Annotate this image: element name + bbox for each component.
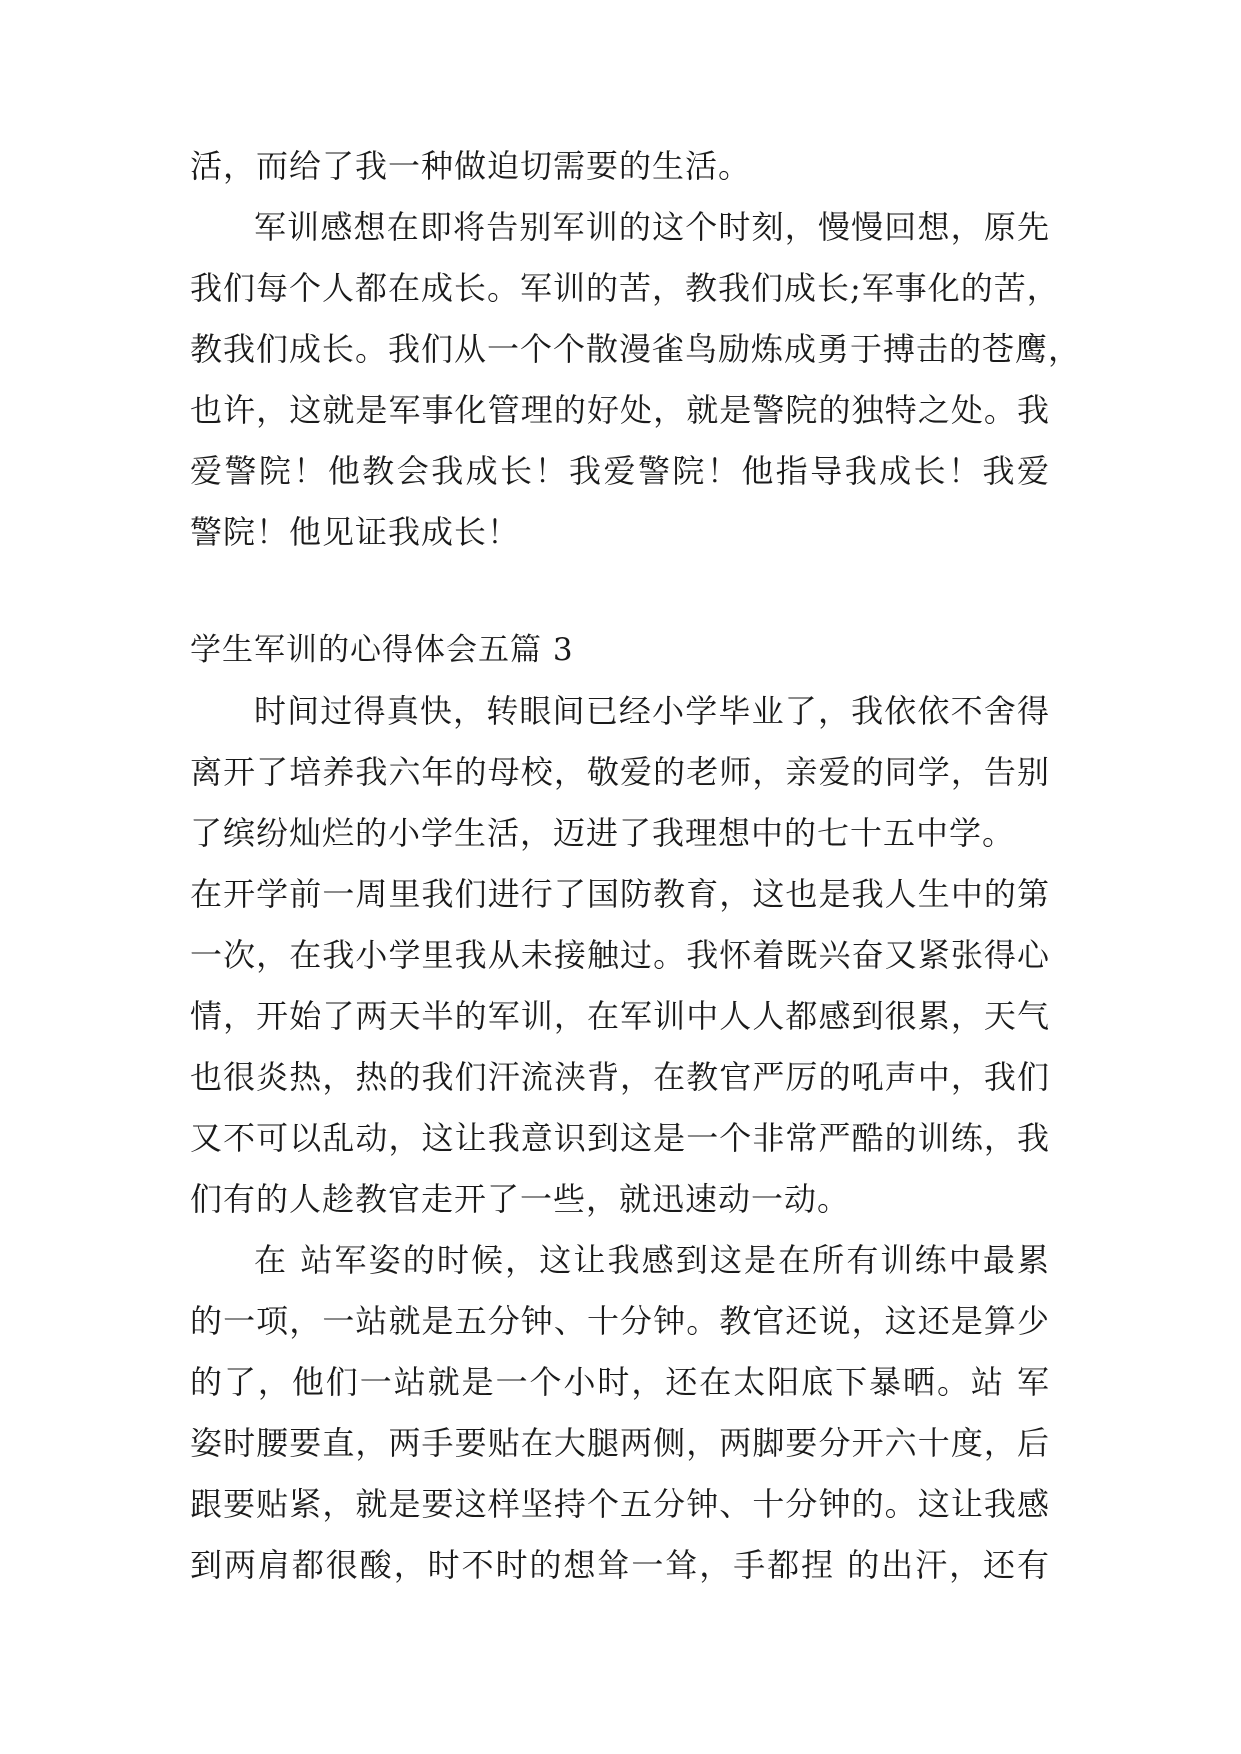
paragraph-line: 教我们成长。我们从一个个散漫雀鸟励炼成勇于搏击的苍鹰， <box>190 330 1082 368</box>
paragraph-line: 又不可以乱动，这让我意识到这是一个非常严酷的训练，我 <box>190 1119 1050 1157</box>
section-1-text <box>190 136 1082 563</box>
paragraph-line: 的一项，一站就是五分钟、十分钟。教官还说，这还是算少 <box>190 1302 1050 1340</box>
paragraph-line: 也很炎热，热的我们汗流浃背，在教官严厉的吼声中，我们 <box>190 1058 1050 1096</box>
paragraph-line: 的了，他们一站就是一个小时，还在太阳底下暴晒。站 军 <box>190 1363 1050 1401</box>
paragraph-line: 爱警院！他教会我成长！我爱警院！他指导我成长！我爱 <box>190 452 1050 490</box>
paragraph-line: 跟要贴紧，就是要这样坚持个五分钟、十分钟的。这让我感 <box>190 1485 1050 1523</box>
paragraph-line: 一次，在我小学里我从未接触过。我怀着既兴奋又紧张得心 <box>190 936 1050 974</box>
paragraph-line: 们有的人趁教官走开了一些，就迅速动一动。 <box>190 1180 851 1218</box>
paragraph-line: 我们每个人都在成长。军训的苦，教我们成长;军事化的苦， <box>190 269 1060 307</box>
paragraph-line: 在开学前一周里我们进行了国防教育，这也是我人生中的第 <box>190 875 1050 913</box>
paragraph-line: 情，开始了两天半的军训，在军训中人人都感到很累，天气 <box>190 997 1050 1035</box>
paragraph-line: 军训感想在即将告别军训的这个时刻，慢慢回想，原先 <box>254 208 1050 246</box>
paragraph-line: 姿时腰要直，两手要贴在大腿两侧，两脚要分开六十度，后 <box>190 1424 1050 1462</box>
paragraph-line: 时间过得真快，转眼间已经小学毕业了，我依依不舍得 <box>254 692 1050 730</box>
paragraph-line: 警院！他见证我成长！ <box>190 513 521 551</box>
paragraph-line: 离开了培养我六年的母校，敬爱的老师，亲爱的同学，告别 <box>190 753 1050 791</box>
section-2 <box>190 620 1050 1596</box>
paragraph-line: 了缤纷灿烂的小学生活，迈进了我理想中的七十五中学。 <box>190 814 1016 852</box>
paragraph-line: 到两肩都很酸，时不时的想耸一耸，手都捏 的出汗，还有 <box>190 1546 1050 1584</box>
paragraph-line: 在 站军姿的时候，这让我感到这是在所有训练中最累 <box>254 1241 1050 1279</box>
paragraph-line: 也许，这就是军事化管理的好处，就是警院的独特之处。我 <box>190 391 1050 429</box>
section-title: 学生军训的心得体会五篇 3 <box>190 632 574 668</box>
paragraph-line: 活，而给了我一种做迫切需要的生活。 <box>190 147 752 185</box>
